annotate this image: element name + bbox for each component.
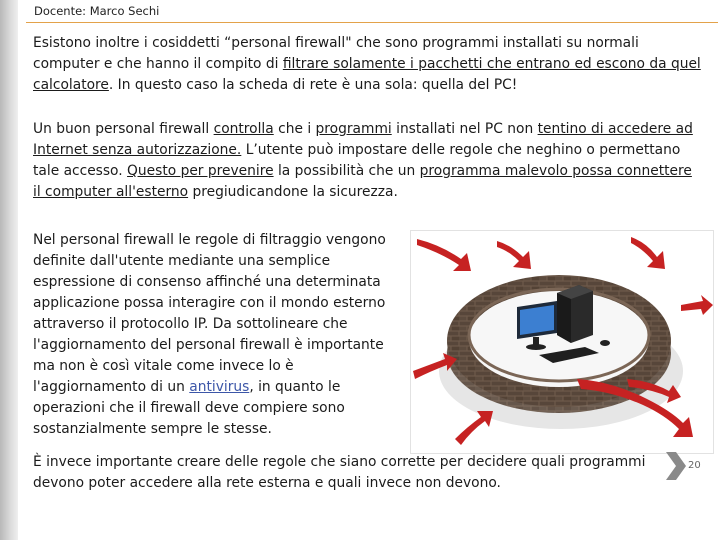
paragraph-firewall-control: [33, 119, 703, 203]
firewall-wall-image: [411, 231, 713, 453]
p1-underlined: filtrare solamente i pacchetti che entrano ed escono da quel calcolatore: [33, 56, 701, 93]
p4-text: È invece importante creare delle regole che siano corrette per decidere quali programmi devono poter accedere alla rete esterna e quali invece non devono.: [33, 454, 646, 491]
p2-text: la possibilità che un: [273, 163, 420, 179]
p2-text: L’utente può impostare delle regole che neghino o permettano tale accesso.: [33, 142, 681, 179]
paragraph-rules-importance: [33, 452, 653, 494]
antivirus-link[interactable]: antivirus: [189, 379, 250, 395]
paragraph-filter-rules: [33, 230, 403, 440]
p2-underlined-access: tentino di accedere ad Internet senza autorizzazione.: [33, 121, 693, 158]
p2-underlined-programmi: programmi: [315, 121, 392, 137]
pc-tower-icon: [557, 285, 593, 343]
p2-text: Un buon personal firewall: [33, 121, 214, 137]
p2-underlined-controlla: controlla: [213, 121, 274, 137]
p3-text-end: , in quanto le operazioni che il firewall deve compiere sono sostanzialmente sempre le stesse.: [33, 379, 345, 437]
slide-number: 20: [688, 460, 701, 471]
p2-underlined-malevolo: programma malevolo possa connettere il computer all'esterno: [33, 163, 692, 200]
paragraph-personal-firewall-intro: [33, 33, 703, 96]
chevron-right-icon: [664, 450, 686, 482]
mouse-icon: [600, 340, 610, 346]
header: [26, 0, 718, 23]
p1-text: Esistono inoltre i cosiddetti “personal firewall" che sono programmi installati su normali computer e che hanno il compito di: [33, 35, 639, 72]
p2-text-end: pregiudicandone la sicurezza.: [188, 184, 398, 200]
teacher-label: Docente: Marco Sechi: [34, 4, 160, 18]
p3-text: Nel personal firewall le regole di filtraggio vengono definite dall'utente mediante una semplice espressione di consenso affinché una determinata applicazione possa interagire con il mondo esterno attraverso il protocollo IP. Da sottolineare che l'aggiornamento del personal firewall è importante ma non è così vitale come invece lo è l'aggiornamento di un: [33, 232, 386, 395]
firewall-illustration: [410, 230, 714, 454]
left-decorative-bar: [0, 0, 18, 540]
p2-underlined-prevenire: Questo per prevenire: [127, 163, 274, 179]
p2-text: che i: [273, 121, 316, 137]
p1-text-end: . In questo caso la scheda di rete è una sola: quella del PC!: [108, 77, 518, 93]
p2-text: installati nel PC non: [391, 121, 538, 137]
